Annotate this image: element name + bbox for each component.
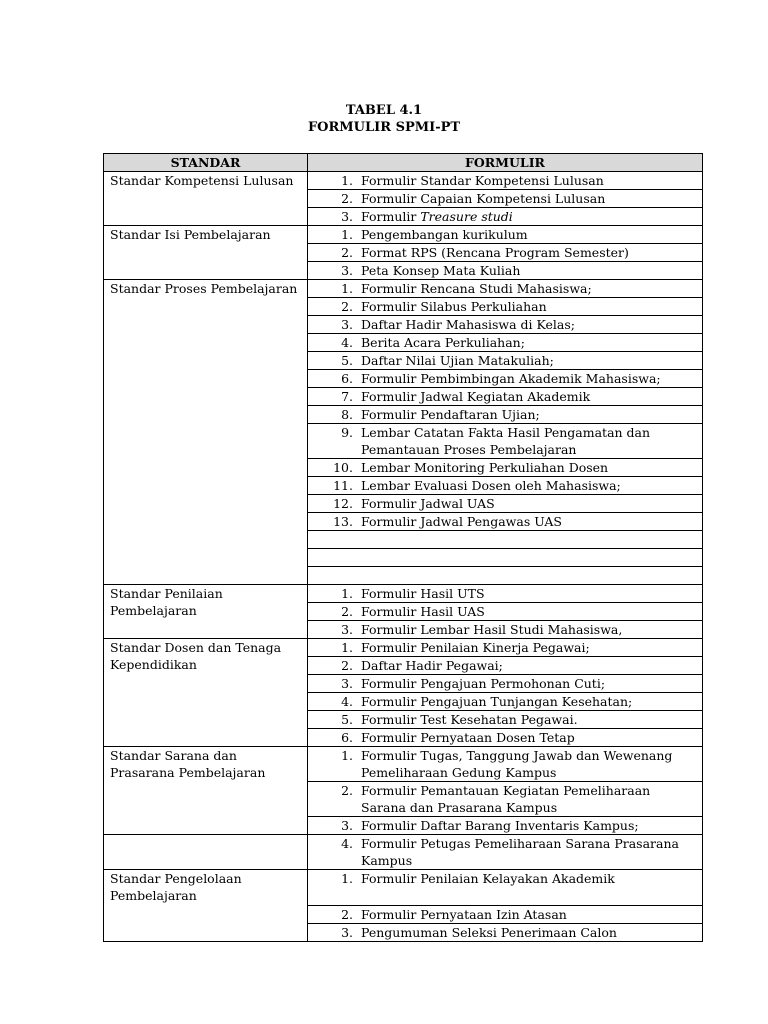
item-text bbox=[361, 406, 702, 423]
item-text bbox=[361, 603, 702, 620]
formulir-cell bbox=[308, 298, 703, 316]
item-text-plain: Formulir Pernyataan Dosen Tetap bbox=[361, 730, 575, 745]
item-number: 12. bbox=[333, 496, 353, 511]
list-item bbox=[308, 477, 702, 494]
list-item bbox=[308, 388, 702, 405]
item-text bbox=[361, 459, 702, 476]
item-text-plain: Formulir Test Kesehatan Pegawai. bbox=[361, 712, 578, 727]
item-text-plain: Formulir Penilaian Kinerja Pegawai; bbox=[361, 640, 590, 655]
formulir-cell bbox=[308, 424, 703, 459]
table-row bbox=[104, 280, 703, 298]
header-row bbox=[104, 154, 703, 172]
item-text bbox=[361, 334, 702, 351]
item-number: 3. bbox=[341, 317, 353, 332]
item-text-plain: Berita Acara Perkuliahan; bbox=[361, 335, 525, 350]
list-item bbox=[308, 190, 702, 207]
list-item bbox=[308, 406, 702, 423]
item-text-plain: Formulir Pendaftaran Ujian; bbox=[361, 407, 540, 422]
item-text bbox=[361, 585, 702, 602]
item-number: 2. bbox=[341, 299, 353, 314]
item-number: 3. bbox=[341, 209, 353, 224]
list-item bbox=[308, 334, 702, 351]
item-number: 1. bbox=[341, 281, 353, 296]
item-text-plain: Formulir Daftar Barang Inventaris Kampus; bbox=[361, 818, 639, 833]
item-number: 9. bbox=[341, 425, 353, 440]
item-text-plain: Formulir bbox=[361, 209, 421, 224]
table-row bbox=[104, 870, 703, 906]
item-text-plain: Lembar Catatan Fakta Hasil Pengamatan dan Pemantauan Proses Pembelajaran bbox=[361, 425, 651, 457]
list-item bbox=[308, 693, 702, 710]
item-text bbox=[361, 477, 702, 494]
standar-cell: Standar Pengelolaan Pembelajaran bbox=[104, 870, 308, 942]
standar-cell: Standar Dosen dan Tenaga Kependidikan bbox=[104, 639, 308, 747]
list-item bbox=[308, 298, 702, 315]
list-item bbox=[308, 459, 702, 476]
item-number: 1. bbox=[341, 586, 353, 601]
standar-cell: Standar Sarana dan Prasarana Pembelajaran bbox=[104, 747, 308, 835]
item-text-plain: Formulir Pengajuan Tunjangan Kesehatan; bbox=[361, 694, 633, 709]
item-text-plain: Formulir Pemantauan Kegiatan Pemeliharaan Sarana dan Prasarana Kampus bbox=[361, 783, 651, 815]
item-text-plain: Pengembangan kurikulum bbox=[361, 227, 528, 242]
item-number: 1. bbox=[341, 748, 353, 763]
item-number: 10. bbox=[333, 460, 353, 475]
item-number: 13. bbox=[333, 514, 353, 529]
item-number: 1. bbox=[341, 640, 353, 655]
formulir-cell bbox=[308, 477, 703, 495]
item-text bbox=[361, 298, 702, 315]
item-number: 8. bbox=[341, 407, 353, 422]
item-number: 5. bbox=[341, 353, 353, 368]
item-text-plain: Formulir Pernyataan Izin Atasan bbox=[361, 907, 567, 922]
list-item bbox=[308, 603, 702, 620]
formulir-cell bbox=[308, 817, 703, 835]
list-item bbox=[308, 906, 702, 923]
formulir-cell bbox=[308, 495, 703, 513]
formulir-cell bbox=[308, 747, 703, 782]
formulir-cell bbox=[308, 639, 703, 657]
empty-formulir-cell bbox=[308, 567, 703, 585]
item-text-plain: Format RPS (Rencana Program Semester) bbox=[361, 245, 629, 260]
formulir-cell bbox=[308, 657, 703, 675]
table-row bbox=[104, 585, 703, 603]
item-number: 6. bbox=[341, 730, 353, 745]
table-subtitle: FORMULIR SPMI-PT bbox=[307, 120, 461, 135]
formulir-cell bbox=[308, 370, 703, 388]
table-row bbox=[104, 172, 703, 190]
standar-cell: Standar Isi Pembelajaran bbox=[104, 226, 308, 280]
item-text-plain: Formulir Jadwal UAS bbox=[361, 496, 495, 511]
formulir-cell bbox=[308, 603, 703, 621]
item-text-plain: Formulir Pengajuan Permohonan Cuti; bbox=[361, 676, 606, 691]
item-number: 2. bbox=[341, 191, 353, 206]
empty-formulir-cell bbox=[308, 549, 703, 567]
formulir-cell bbox=[308, 711, 703, 729]
table-row bbox=[104, 226, 703, 244]
list-item bbox=[308, 782, 702, 816]
item-text bbox=[361, 172, 702, 189]
item-text-plain: Pengumuman Seleksi Penerimaan Calon bbox=[361, 925, 617, 940]
formulir-cell bbox=[308, 208, 703, 226]
item-text bbox=[361, 424, 702, 458]
list-item bbox=[308, 226, 702, 243]
item-text bbox=[361, 817, 702, 834]
item-text bbox=[361, 870, 702, 887]
empty-formulir-cell bbox=[308, 531, 703, 549]
item-text-plain: Daftar Hadir Pegawai; bbox=[361, 658, 503, 673]
formulir-cell bbox=[308, 729, 703, 747]
item-text bbox=[361, 316, 702, 333]
list-item bbox=[308, 208, 702, 225]
list-item bbox=[308, 711, 702, 728]
formulir-cell bbox=[308, 262, 703, 280]
standar-cell bbox=[104, 835, 308, 870]
item-number: 4. bbox=[341, 335, 353, 350]
item-text bbox=[361, 244, 702, 261]
spmi-form-table bbox=[103, 153, 703, 942]
formulir-cell bbox=[308, 924, 703, 942]
list-item bbox=[308, 870, 702, 887]
formulir-cell bbox=[308, 513, 703, 531]
formulir-cell bbox=[308, 334, 703, 352]
formulir-cell bbox=[308, 244, 703, 262]
list-item bbox=[308, 817, 702, 834]
item-number: 11. bbox=[333, 478, 353, 493]
list-item bbox=[308, 172, 702, 189]
table-body bbox=[104, 172, 703, 942]
item-number: 3. bbox=[341, 263, 353, 278]
item-text bbox=[361, 190, 702, 207]
item-number: 3. bbox=[341, 818, 353, 833]
list-item bbox=[308, 370, 702, 387]
standar-cell: Standar Kompetensi Lulusan bbox=[104, 172, 308, 226]
item-text-plain: Formulir Rencana Studi Mahasiswa; bbox=[361, 281, 592, 296]
item-number: 2. bbox=[341, 245, 353, 260]
item-number: 5. bbox=[341, 712, 353, 727]
list-item bbox=[308, 621, 702, 638]
item-text bbox=[361, 621, 702, 638]
list-item bbox=[308, 585, 702, 602]
formulir-cell bbox=[308, 459, 703, 477]
item-text-plain: Peta Konsep Mata Kuliah bbox=[361, 263, 521, 278]
formulir-cell bbox=[308, 388, 703, 406]
formulir-cell bbox=[308, 406, 703, 424]
list-item bbox=[308, 352, 702, 369]
item-number: 2. bbox=[341, 604, 353, 619]
item-number: 2. bbox=[341, 907, 353, 922]
table-title: TABEL 4.1 bbox=[345, 103, 423, 118]
list-item bbox=[308, 747, 702, 781]
formulir-cell bbox=[308, 693, 703, 711]
item-text bbox=[361, 495, 702, 512]
item-text-plain: Formulir Hasil UAS bbox=[361, 604, 485, 619]
list-item bbox=[308, 835, 702, 869]
formulir-cell bbox=[308, 870, 703, 906]
list-item bbox=[308, 639, 702, 656]
list-item bbox=[308, 675, 702, 692]
list-item bbox=[308, 262, 702, 279]
standar-cell: Standar Penilaian Pembelajaran bbox=[104, 585, 308, 639]
list-item bbox=[308, 657, 702, 674]
item-number: 6. bbox=[341, 371, 353, 386]
item-text bbox=[361, 835, 702, 869]
item-text-plain: Formulir Jadwal Pengawas UAS bbox=[361, 514, 562, 529]
item-text-plain: Formulir Tugas, Tanggung Jawab dan Wewenang Pemeliharaan Gedung Kampus bbox=[361, 748, 673, 780]
item-text-plain: Formulir Standar Kompetensi Lulusan bbox=[361, 173, 604, 188]
item-text bbox=[361, 262, 702, 279]
header-formulir: FORMULIR bbox=[308, 154, 703, 172]
item-text bbox=[361, 513, 702, 530]
item-text-plain: Daftar Hadir Mahasiswa di Kelas; bbox=[361, 317, 575, 332]
item-text bbox=[361, 675, 702, 692]
item-text bbox=[361, 711, 702, 728]
table-row bbox=[104, 747, 703, 782]
item-text bbox=[361, 280, 702, 297]
item-number: 1. bbox=[341, 871, 353, 886]
header-standar: STANDAR bbox=[104, 154, 308, 172]
list-item bbox=[308, 729, 702, 746]
item-text-plain: Lembar Monitoring Perkuliahan Dosen bbox=[361, 460, 609, 475]
formulir-cell bbox=[308, 835, 703, 870]
formulir-cell bbox=[308, 352, 703, 370]
item-text-plain: Formulir Silabus Perkuliahan bbox=[361, 299, 547, 314]
item-number: 3. bbox=[341, 925, 353, 940]
list-item bbox=[308, 513, 702, 530]
item-text bbox=[361, 208, 702, 225]
item-number: 2. bbox=[341, 658, 353, 673]
item-number: 1. bbox=[341, 227, 353, 242]
list-item bbox=[308, 424, 702, 458]
formulir-cell bbox=[308, 190, 703, 208]
list-item bbox=[308, 244, 702, 261]
item-text bbox=[361, 352, 702, 369]
item-number: 4. bbox=[341, 694, 353, 709]
item-text bbox=[361, 747, 702, 781]
item-text-plain: Formulir Pembimbingan Akademik Mahasiswa; bbox=[361, 371, 661, 386]
item-text bbox=[361, 388, 702, 405]
item-number: 4. bbox=[341, 836, 353, 851]
item-text bbox=[361, 657, 702, 674]
formulir-cell bbox=[308, 782, 703, 817]
formulir-cell bbox=[308, 621, 703, 639]
table-row bbox=[104, 835, 703, 870]
item-text bbox=[361, 924, 702, 941]
item-text-plain: Formulir Lembar Hasil Studi Mahasiswa, bbox=[361, 622, 623, 637]
item-number: 3. bbox=[341, 676, 353, 691]
formulir-cell bbox=[308, 585, 703, 603]
formulir-cell bbox=[308, 316, 703, 334]
formulir-cell bbox=[308, 226, 703, 244]
item-number: 1. bbox=[341, 173, 353, 188]
item-text bbox=[361, 906, 702, 923]
formulir-cell bbox=[308, 172, 703, 190]
formulir-cell bbox=[308, 280, 703, 298]
formulir-cell bbox=[308, 906, 703, 924]
formulir-cell bbox=[308, 675, 703, 693]
table-row bbox=[104, 639, 703, 657]
item-text bbox=[361, 782, 702, 816]
item-text bbox=[361, 639, 702, 656]
list-item bbox=[308, 316, 702, 333]
item-text-italic: Treasure studi bbox=[420, 209, 513, 224]
item-text-plain: Formulir Capaian Kompetensi Lulusan bbox=[361, 191, 606, 206]
item-number: 7. bbox=[341, 389, 353, 404]
item-text-plain: Formulir Hasil UTS bbox=[361, 586, 485, 601]
standar-cell: Standar Proses Pembelajaran bbox=[104, 280, 308, 585]
item-text-plain: Formulir Jadwal Kegiatan Akademik bbox=[361, 389, 591, 404]
item-text bbox=[361, 226, 702, 243]
item-text-plain: Lembar Evaluasi Dosen oleh Mahasiswa; bbox=[361, 478, 621, 493]
item-text-plain: Formulir Petugas Pemeliharaan Sarana Prasarana Kampus bbox=[361, 836, 679, 868]
item-text bbox=[361, 729, 702, 746]
list-item bbox=[308, 924, 702, 941]
list-item bbox=[308, 495, 702, 512]
item-text bbox=[361, 370, 702, 387]
item-number: 2. bbox=[341, 783, 353, 798]
list-item bbox=[308, 280, 702, 297]
item-text bbox=[361, 693, 702, 710]
item-number: 3. bbox=[341, 622, 353, 637]
item-text-plain: Daftar Nilai Ujian Matakuliah; bbox=[361, 353, 554, 368]
item-text-plain: Formulir Penilaian Kelayakan Akademik bbox=[361, 871, 615, 886]
